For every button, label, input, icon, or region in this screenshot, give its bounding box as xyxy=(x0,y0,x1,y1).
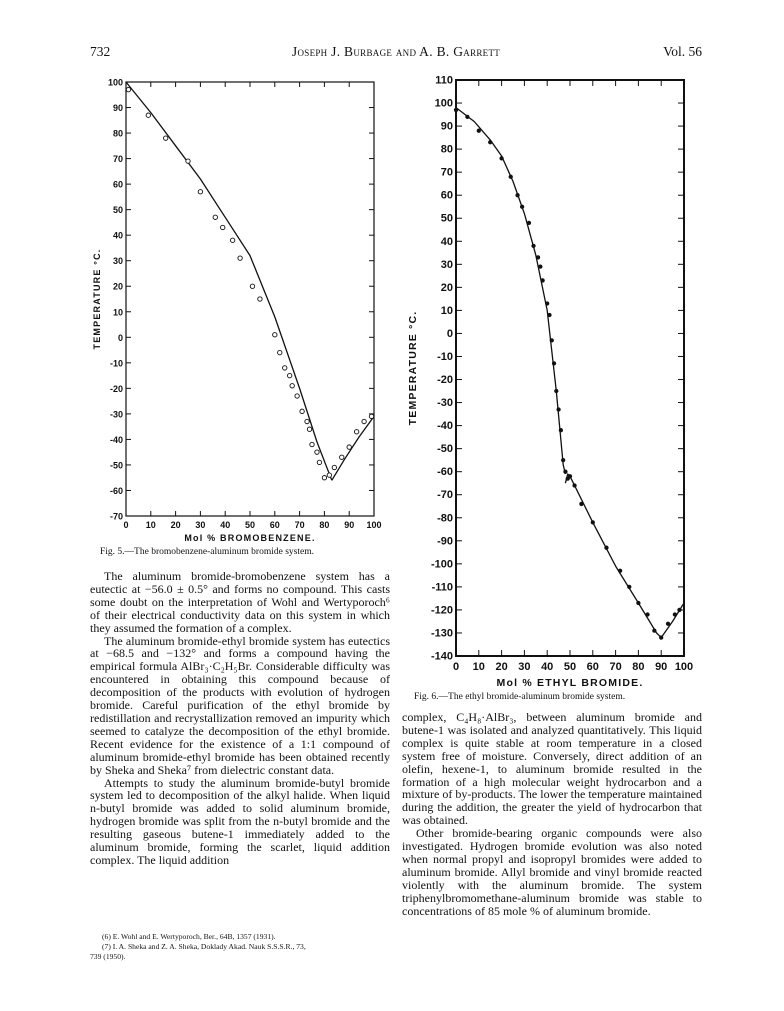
y-tick-label: 90 xyxy=(440,120,453,133)
data-point xyxy=(555,389,558,392)
data-point xyxy=(362,419,366,423)
data-point xyxy=(653,629,656,632)
data-point xyxy=(317,460,321,464)
data-point xyxy=(516,194,519,197)
data-curve xyxy=(332,416,374,480)
x-tick-label: 100 xyxy=(674,661,694,673)
data-point xyxy=(315,450,319,454)
data-point xyxy=(300,409,304,413)
data-point xyxy=(546,302,549,305)
y-tick-label: 60 xyxy=(440,189,453,202)
x-tick-label: 40 xyxy=(220,520,231,530)
x-tick-label: 60 xyxy=(586,661,599,673)
x-tick-label: 60 xyxy=(269,520,280,530)
data-point xyxy=(126,87,130,91)
x-tick-label: 20 xyxy=(495,661,508,673)
y-tick-label: -70 xyxy=(437,489,453,502)
footnote-7-continued: 739 (1950). xyxy=(90,952,126,961)
data-point xyxy=(536,256,539,259)
x-tick-label: 70 xyxy=(609,661,622,673)
page-header xyxy=(90,44,702,64)
x-tick-label: 20 xyxy=(170,520,181,530)
y-tick-label: 70 xyxy=(440,166,453,179)
data-point xyxy=(146,113,150,117)
x-tick-label: 10 xyxy=(472,661,485,673)
data-point xyxy=(678,608,681,611)
y-tick-label: 100 xyxy=(107,77,123,88)
data-point xyxy=(287,373,291,377)
y-tick-label: 70 xyxy=(112,154,123,165)
data-point xyxy=(250,284,254,288)
data-point xyxy=(310,442,314,446)
y-tick-label: -70 xyxy=(109,511,123,522)
data-point xyxy=(290,384,294,388)
y-axis-title: TEMPERATURE °C. xyxy=(92,248,102,350)
footnote-7: (7) I. A. Sheka and Z. A. Sheka, Doklady Akad. Nauk S.S.S.R., 73, xyxy=(102,942,306,951)
y-tick-label: 50 xyxy=(112,205,123,216)
footnote-6: (6) E. Wohl and E. Wertyporoch, Ber., 64B, 1357 (1931). xyxy=(102,932,276,941)
y-tick-label: -90 xyxy=(437,535,453,548)
y-tick-label: -20 xyxy=(437,374,453,387)
y-tick-label: 30 xyxy=(440,258,453,271)
data-point xyxy=(186,159,190,163)
fig5-chart xyxy=(88,72,388,550)
y-tick-label: 10 xyxy=(112,307,123,318)
y-tick-label: -40 xyxy=(109,434,123,445)
data-point xyxy=(307,427,311,431)
y-tick-label: -50 xyxy=(109,460,123,471)
y-tick-label: 40 xyxy=(112,230,123,241)
data-curve xyxy=(456,108,565,474)
data-point xyxy=(666,622,669,625)
y-tick-label: 90 xyxy=(112,103,123,114)
data-point xyxy=(238,256,242,260)
x-tick-label: 70 xyxy=(294,520,305,530)
data-point xyxy=(552,362,555,365)
y-tick-label: 30 xyxy=(112,256,123,267)
data-point xyxy=(347,445,351,449)
y-tick-label: 80 xyxy=(112,128,123,139)
paragraph-butyl-bromide-system: Attempts to study the aluminum bromide-butyl bromide system led to decomposition of the alkyl halide. When liquid n-butyl bromide was added to solid aluminum bromide, hydrogen bromide was split from the n-butyl bromide and the resulting gaseous butene-1 immediately added to the aluminum bromide, forming the scarlet, liquid addition complex. The liquid addition xyxy=(90,775,390,867)
data-point xyxy=(500,157,503,160)
y-tick-label: -130 xyxy=(430,627,453,640)
y-tick-label: -100 xyxy=(430,558,453,571)
data-point xyxy=(580,502,583,505)
y-tick-label: -60 xyxy=(437,466,453,479)
fig6-chart xyxy=(402,70,702,690)
data-point xyxy=(322,476,326,480)
fig6-caption: Fig. 6.—The ethyl bromide-aluminum bromide system. xyxy=(414,692,626,702)
data-point xyxy=(637,601,640,604)
plot-frame xyxy=(456,80,684,656)
data-point xyxy=(273,333,277,337)
y-tick-label: 20 xyxy=(440,281,453,294)
data-point xyxy=(550,339,553,342)
paragraph-bromobenzene-system: The aluminum bromide-bromobenzene system has a eutectic at −56.0 ± 0.5° and forms no compound. This casts some doubt on the interpretation of Wohl and Wertyporoch⁶ of their electrical conductivity data on this system in which they assumed the formation of a complex. xyxy=(90,569,390,635)
data-point xyxy=(591,521,594,524)
data-point xyxy=(564,470,567,473)
y-tick-label: -30 xyxy=(437,397,453,410)
data-point xyxy=(541,279,544,282)
paragraph-other-bromides: Other bromide-bearing organic compounds were also investigated. Hydrogen bromide evolution was also noted when normal propyl and isopropyl bromides were added to aluminum bromide. Allyl bromide and vinyl bromide reacted violently with the aluminum bromide. The system triphenylbromomethane-aluminum bromide was stable to concentrations of 85 mole % of aluminum bromide. xyxy=(402,826,702,918)
data-point xyxy=(477,129,480,132)
y-tick-label: -10 xyxy=(109,358,123,369)
x-tick-label: 100 xyxy=(366,520,382,530)
data-point xyxy=(295,394,299,398)
x-tick-label: 0 xyxy=(452,661,460,673)
x-tick-label: 50 xyxy=(244,520,256,530)
data-point xyxy=(557,408,560,411)
volume-label: Vol. 56 xyxy=(663,44,702,59)
x-tick-label: 40 xyxy=(541,661,554,673)
x-axis-title: Mol % ETHYL BROMIDE. xyxy=(496,677,644,689)
plot-frame xyxy=(126,82,374,516)
data-point xyxy=(660,636,663,639)
right-column-text xyxy=(402,711,702,918)
data-point xyxy=(230,238,234,242)
data-point xyxy=(340,455,344,459)
data-point xyxy=(489,141,492,144)
data-point xyxy=(568,475,571,478)
y-tick-label: -110 xyxy=(431,581,453,594)
data-point xyxy=(305,419,309,423)
y-tick-label: -60 xyxy=(109,485,123,496)
y-tick-label: -20 xyxy=(109,383,123,394)
y-tick-label: -140 xyxy=(430,650,453,663)
data-point xyxy=(605,546,608,549)
paragraph-ethyl-bromide-system: The aluminum bromide-ethyl bromide system has eutectics at −68.5 and −132° and forms a compound having the empirical formula AlBr₃·C₂H₅Br. Considerable difficulty was encountered in obtaining this compound because of decomposition of the products with evolution of hydrogen bromide. Careful purification of the ethyl bromide by redistillation and recrystallization removed an impurity which seemed to catalyze the decomposition of the ethyl bromide. Recent evidence for the existence of a 1:1 compound of aluminum bromide-ethyl bromide has been obtained recently by Sheka and Sheka⁷ from dielectric constant data. xyxy=(90,633,390,777)
y-tick-label: -40 xyxy=(437,420,453,433)
paragraph-butene-complex: complex, C₄H₈·AlBr₃, between aluminum bromide and butene-1 was isolated and analyzed quantitatively. This liquid complex is quite stable at room temperature in a closed system free of moisture. Conversely, direct addition of an olefin, hexene-1, to aluminum bromide resulted in the formation of a high molecular weight hydrocarbon and a mixture of by-products. The lower the temperature maintained during the addition, the greater the yield of hydrocarbon that was obtained. xyxy=(402,710,702,828)
y-tick-label: 60 xyxy=(112,179,123,190)
x-tick-label: 30 xyxy=(518,661,531,673)
data-point xyxy=(548,313,551,316)
data-point xyxy=(673,613,676,616)
y-tick-label: 0 xyxy=(117,332,123,343)
data-point xyxy=(520,205,523,208)
data-point xyxy=(646,613,649,616)
x-tick-label: 80 xyxy=(632,661,645,673)
page-number: 732 xyxy=(90,44,111,59)
data-point xyxy=(466,115,469,118)
data-point xyxy=(213,215,217,219)
data-point xyxy=(509,175,512,178)
data-curve xyxy=(126,82,332,480)
data-point xyxy=(278,350,282,354)
x-tick-label: 90 xyxy=(655,661,668,673)
data-point xyxy=(283,366,287,370)
running-head-authors: Joseph J. Burbage and A. B. Garrett xyxy=(291,44,501,59)
data-point xyxy=(332,465,336,469)
y-tick-label: -50 xyxy=(437,443,453,456)
data-point xyxy=(454,108,457,111)
x-axis-title: Mol % BROMOBENZENE. xyxy=(184,533,316,543)
data-point xyxy=(527,221,530,224)
data-point xyxy=(532,244,535,247)
y-tick-label: 10 xyxy=(440,304,453,317)
x-tick-label: 50 xyxy=(563,661,577,673)
y-tick-label: 110 xyxy=(435,74,453,87)
y-tick-label: -30 xyxy=(109,409,123,420)
x-tick-label: 80 xyxy=(319,520,330,530)
y-tick-label: 0 xyxy=(446,327,453,340)
data-point xyxy=(163,136,167,140)
data-point xyxy=(198,190,202,194)
data-point xyxy=(354,430,358,434)
fig5-caption: Fig. 5.—The bromobenzene-aluminum bromide system. xyxy=(100,547,314,557)
x-tick-label: 30 xyxy=(195,520,206,530)
data-point xyxy=(561,458,564,461)
data-point xyxy=(618,569,621,572)
y-tick-label: -10 xyxy=(437,350,453,363)
y-tick-label: 100 xyxy=(434,97,453,110)
y-tick-label: 40 xyxy=(440,235,453,248)
x-tick-label: 10 xyxy=(145,520,156,530)
data-point xyxy=(628,585,631,588)
data-point xyxy=(573,484,576,487)
y-tick-label: -120 xyxy=(430,604,453,617)
data-point xyxy=(327,473,331,477)
x-tick-label: 90 xyxy=(344,520,355,530)
data-point xyxy=(559,429,562,432)
y-tick-label: 20 xyxy=(112,281,123,292)
y-tick-label: 50 xyxy=(440,212,453,225)
data-point xyxy=(258,297,262,301)
footnotes xyxy=(90,932,390,962)
y-axis-title: TEMPERATURE °C. xyxy=(407,310,419,426)
data-point xyxy=(539,265,542,268)
data-point xyxy=(221,225,225,229)
x-tick-label: 0 xyxy=(123,520,129,530)
y-tick-label: -80 xyxy=(437,512,453,525)
data-point xyxy=(369,414,373,418)
y-tick-label: 80 xyxy=(440,143,453,156)
left-column-text xyxy=(90,570,390,867)
